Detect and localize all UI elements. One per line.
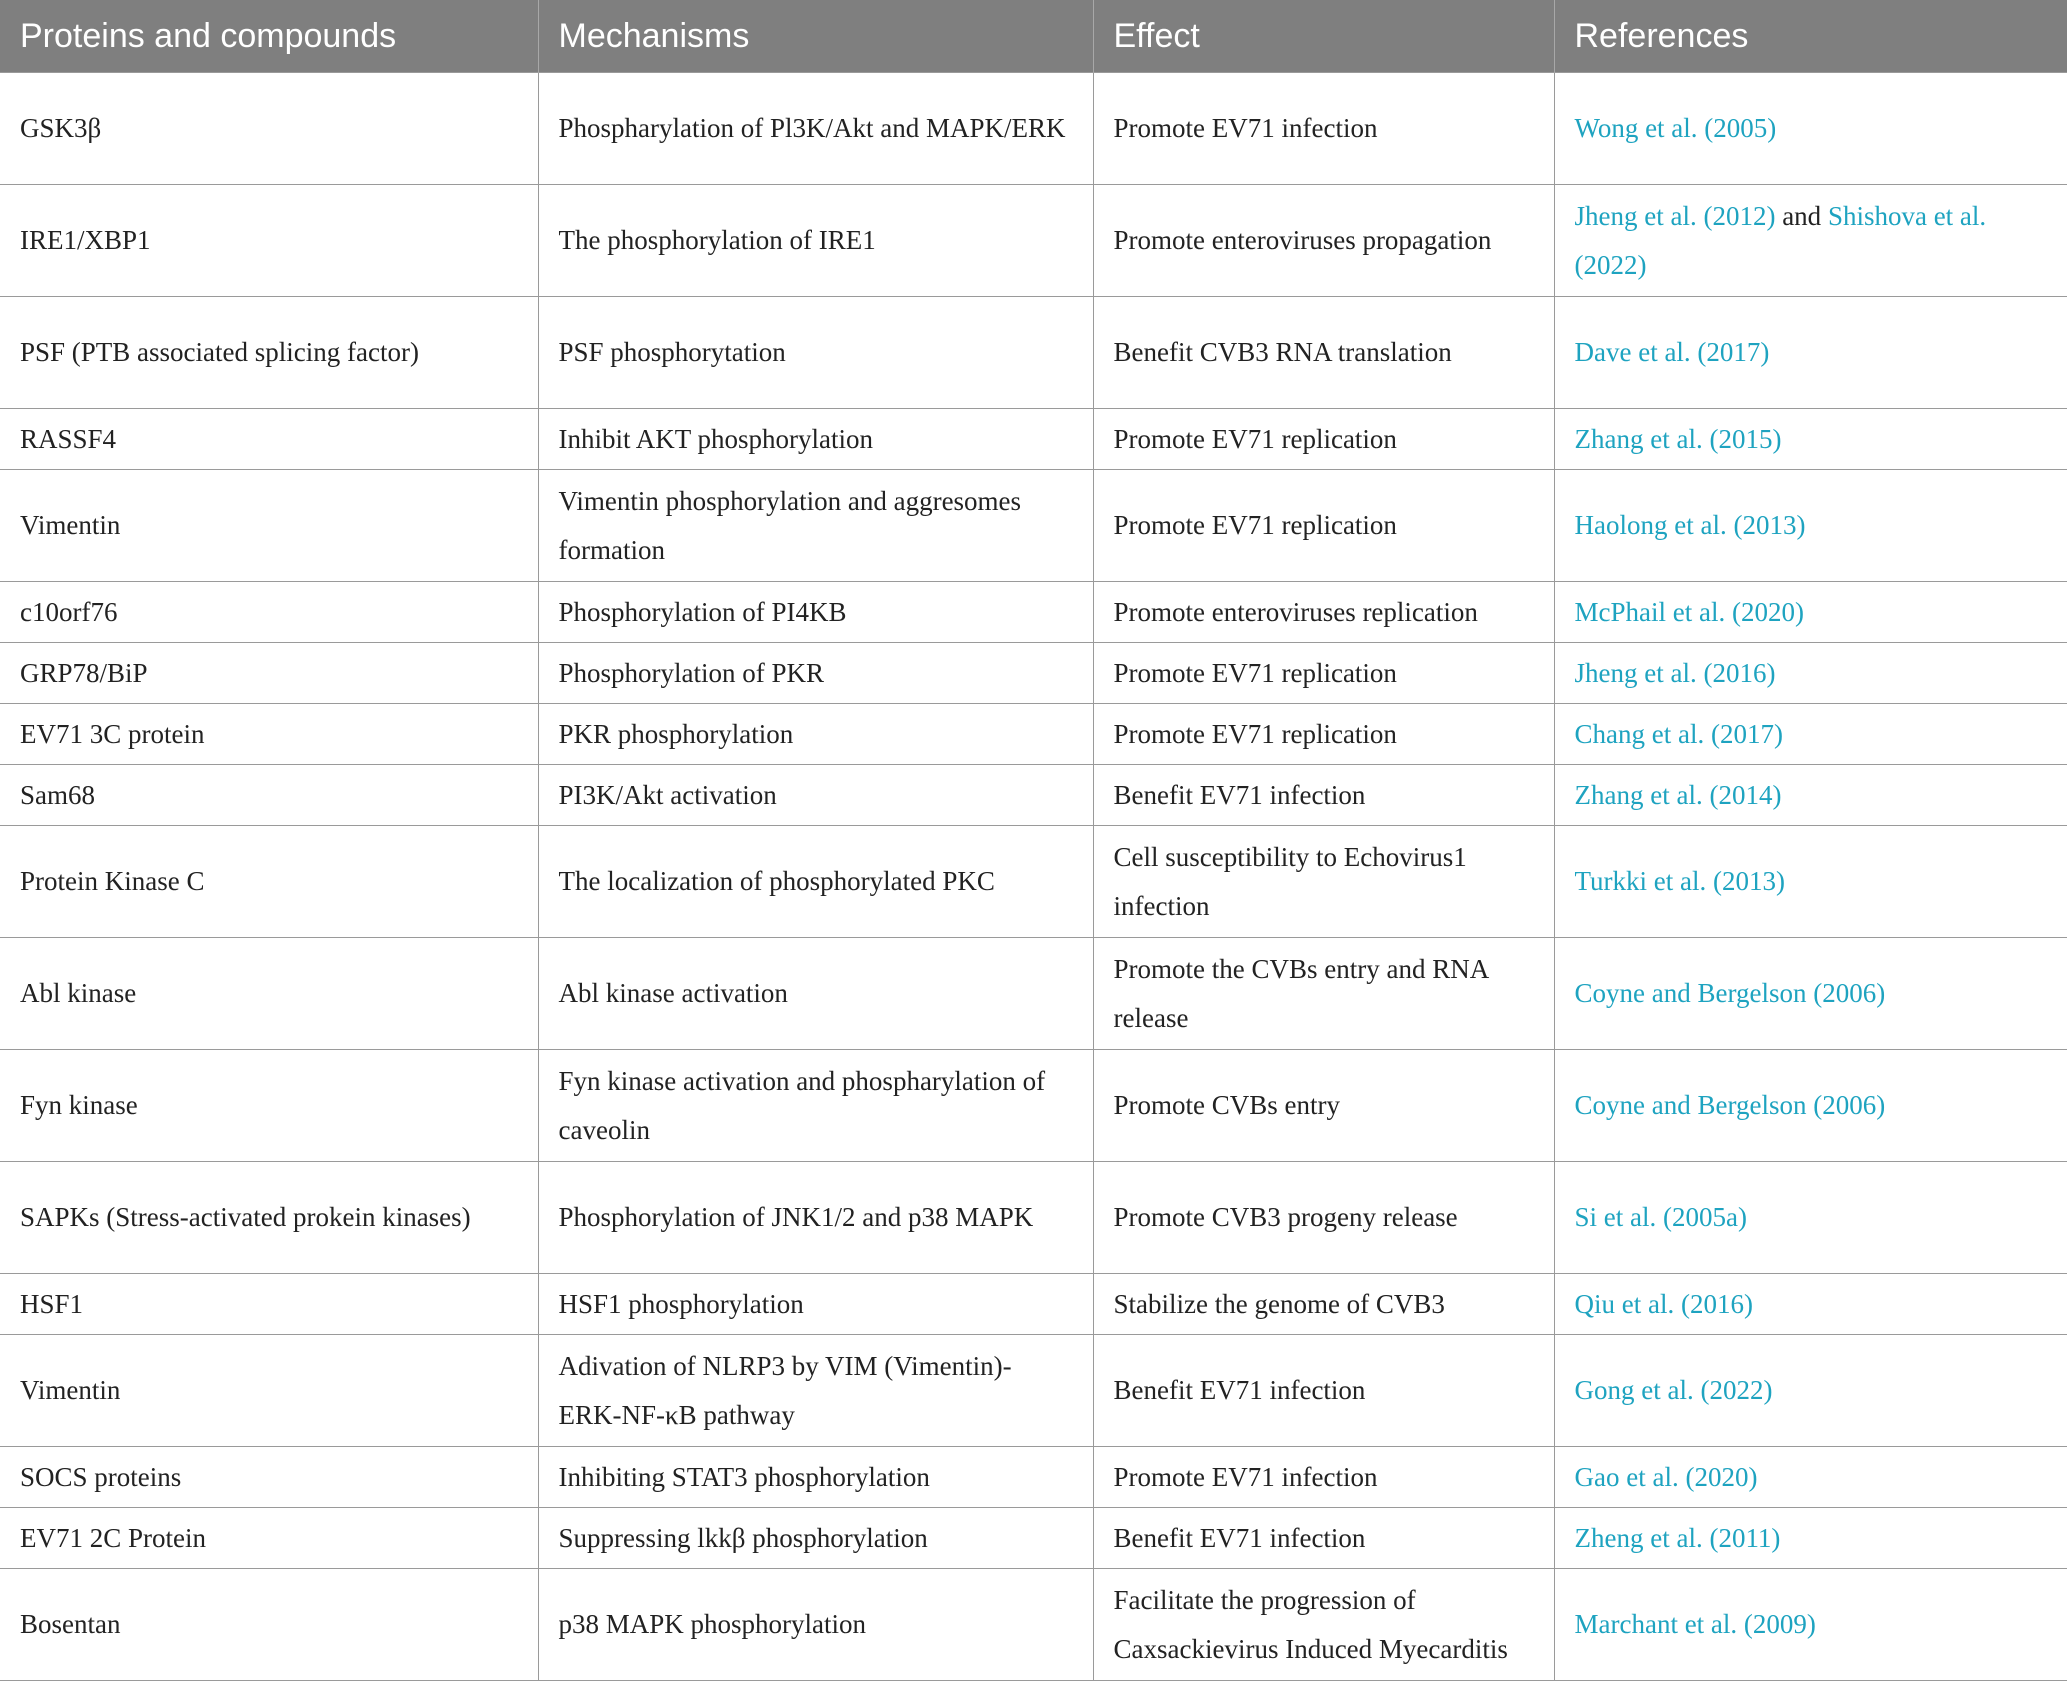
- reference-link[interactable]: Turkki et al. (2013): [1574, 866, 1785, 896]
- protein-cell: Sam68: [0, 765, 538, 826]
- reference-cell: [1554, 826, 2067, 938]
- protein-cell: Bosentan: [0, 1569, 538, 1681]
- mechanism-cell: PSF phosphorytation: [538, 297, 1093, 409]
- effect-cell: Benefit EV71 infection: [1093, 1335, 1554, 1447]
- protein-cell: SAPKs (Stress-activated prokein kinases): [0, 1162, 538, 1274]
- effect-cell: Benefit CVB3 RNA translation: [1093, 297, 1554, 409]
- table-row: [0, 765, 2067, 826]
- reference-cell: [1554, 73, 2067, 185]
- mechanism-cell: Inhibiting STAT3 phosphorylation: [538, 1447, 1093, 1508]
- mechanism-cell: HSF1 phosphorylation: [538, 1274, 1093, 1335]
- reference-cell: [1554, 1274, 2067, 1335]
- reference-conjunction: and: [1782, 200, 1822, 231]
- protein-cell: HSF1: [0, 1274, 538, 1335]
- effect-cell: Stabilize the genome of CVB3: [1093, 1274, 1554, 1335]
- effect-cell: Promote enteroviruses propagation: [1093, 185, 1554, 297]
- effect-cell: Promote CVBs entry: [1093, 1050, 1554, 1162]
- mechanism-cell: p38 MAPK phosphorylation: [538, 1569, 1093, 1681]
- protein-cell: GSK3β: [0, 73, 538, 185]
- effect-cell: Promote enteroviruses replication: [1093, 582, 1554, 643]
- protein-cell: Fyn kinase: [0, 1050, 538, 1162]
- effect-cell: Promote EV71 replication: [1093, 409, 1554, 470]
- mechanism-cell: Phospharylation of Pl3K/Akt and MAPK/ERK: [538, 73, 1093, 185]
- table-row: [0, 826, 2067, 938]
- mechanism-cell: Abl kinase activation: [538, 938, 1093, 1050]
- reference-link[interactable]: Coyne and Bergelson (2006): [1574, 1090, 1886, 1120]
- reference-cell: [1554, 1050, 2067, 1162]
- protein-cell: c10orf76: [0, 582, 538, 643]
- effect-cell: Promote EV71 infection: [1093, 73, 1554, 185]
- reference-link[interactable]: Dave et al. (2017): [1574, 337, 1770, 367]
- table-row: [0, 938, 2067, 1050]
- effect-cell: Promote the CVBs entry and RNA release: [1093, 938, 1554, 1050]
- table-row: [0, 185, 2067, 297]
- reference-link[interactable]: Haolong et al. (2013): [1574, 510, 1806, 540]
- protein-cell: IRE1/XBP1: [0, 185, 538, 297]
- reference-link[interactable]: Qiu et al. (2016): [1574, 1288, 1753, 1319]
- table-row: [0, 704, 2067, 765]
- reference-cell: [1554, 1569, 2067, 1681]
- table-row: [0, 1274, 2067, 1335]
- table-row: [0, 1162, 2067, 1274]
- protein-cell: Vimentin: [0, 470, 538, 582]
- reference-cell: [1554, 409, 2067, 470]
- protein-cell: Protein Kinase C: [0, 826, 538, 938]
- header-mechanisms: Mechanisms: [538, 0, 1093, 73]
- mechanism-cell: Fyn kinase activation and phospharylation of caveolin: [538, 1050, 1093, 1162]
- table-row: [0, 470, 2067, 582]
- effect-cell: Cell susceptibility to Echovirus1 infection: [1093, 826, 1554, 938]
- reference-link[interactable]: Zheng et al. (2011): [1574, 1522, 1781, 1553]
- reference-link[interactable]: Chang et al. (2017): [1574, 718, 1783, 749]
- reference-cell: [1554, 704, 2067, 765]
- table-row: [0, 1569, 2067, 1681]
- protein-cell: GRP78/BiP: [0, 643, 538, 704]
- reference-link[interactable]: Jheng et al. (2016): [1574, 657, 1776, 688]
- table-row: [0, 297, 2067, 409]
- protein-cell: EV71 3C protein: [0, 704, 538, 765]
- effect-cell: Promote EV71 infection: [1093, 1447, 1554, 1508]
- mechanism-cell: The localization of phosphorylated PKC: [538, 826, 1093, 938]
- mechanism-cell: Suppressing lkkβ phosphorylation: [538, 1508, 1093, 1569]
- effect-cell: Promote EV71 replication: [1093, 470, 1554, 582]
- effect-cell: Promote CVB3 progeny release: [1093, 1162, 1554, 1274]
- reference-cell: [1554, 470, 2067, 582]
- effect-cell: Benefit EV71 infection: [1093, 1508, 1554, 1569]
- reference-cell: [1554, 765, 2067, 826]
- mechanism-cell: Adivation of NLRP3 by VIM (Vimentin)-ERK-NF-κB pathway: [538, 1335, 1093, 1447]
- reference-link[interactable]: Gong et al. (2022): [1574, 1375, 1773, 1405]
- reference-cell: [1554, 297, 2067, 409]
- effect-cell: Promote EV71 replication: [1093, 704, 1554, 765]
- reference-cell: [1554, 1508, 2067, 1569]
- reference-cell: [1554, 185, 2067, 297]
- reference-link[interactable]: Gao et al. (2020): [1574, 1461, 1758, 1492]
- mechanism-cell: PI3K/Akt activation: [538, 765, 1093, 826]
- effect-cell: Facilitate the progression of Caxsackievirus Induced Myecarditis: [1093, 1569, 1554, 1681]
- reference-cell: [1554, 582, 2067, 643]
- effect-cell: Benefit EV71 infection: [1093, 765, 1554, 826]
- reference-cell: [1554, 938, 2067, 1050]
- reference-link[interactable]: Shishova et al. (2022): [1574, 200, 1987, 280]
- header-effect: Effect: [1093, 0, 1554, 73]
- protein-cell: Vimentin: [0, 1335, 538, 1447]
- reference-link[interactable]: Jheng et al. (2012): [1574, 200, 1776, 231]
- table-row: [0, 1050, 2067, 1162]
- protein-cell: EV71 2C Protein: [0, 1508, 538, 1569]
- reference-link[interactable]: Zhang et al. (2015): [1574, 423, 1782, 454]
- header-proteins: Proteins and compounds: [0, 0, 538, 73]
- reference-cell: [1554, 1335, 2067, 1447]
- table-row: [0, 1447, 2067, 1508]
- mechanism-cell: PKR phosphorylation: [538, 704, 1093, 765]
- reference-link[interactable]: Coyne and Bergelson (2006): [1574, 978, 1886, 1008]
- protein-cell: RASSF4: [0, 409, 538, 470]
- mechanism-cell: The phosphorylation of IRE1: [538, 185, 1093, 297]
- mechanism-cell: Phosphorylation of PI4KB: [538, 582, 1093, 643]
- mechanism-cell: Phosphorylation of JNK1/2 and p38 MAPK: [538, 1162, 1093, 1274]
- mechanism-cell: Inhibit AKT phosphorylation: [538, 409, 1093, 470]
- mechanism-cell: Vimentin phosphorylation and aggresomes formation: [538, 470, 1093, 582]
- reference-link[interactable]: Marchant et al. (2009): [1574, 1609, 1816, 1639]
- mechanism-cell: Phosphorylation of PKR: [538, 643, 1093, 704]
- table-row: [0, 1508, 2067, 1569]
- table-row: [0, 409, 2067, 470]
- reference-cell: [1554, 1447, 2067, 1508]
- header-references: References: [1554, 0, 2067, 73]
- protein-cell: PSF (PTB associated splicing factor): [0, 297, 538, 409]
- table-row: [0, 1335, 2067, 1447]
- table-row: [0, 582, 2067, 643]
- protein-cell: Abl kinase: [0, 938, 538, 1050]
- reference-link[interactable]: McPhail et al. (2020): [1574, 596, 1804, 627]
- header-row: [0, 0, 2067, 73]
- reference-cell: [1554, 1162, 2067, 1274]
- protein-cell: SOCS proteins: [0, 1447, 538, 1508]
- reference-link[interactable]: Wong et al. (2005): [1574, 113, 1777, 143]
- table-row: [0, 73, 2067, 185]
- reference-link[interactable]: Zhang et al. (2014): [1574, 779, 1782, 810]
- reference-link[interactable]: Si et al. (2005a): [1574, 1202, 1747, 1232]
- effect-cell: Promote EV71 replication: [1093, 643, 1554, 704]
- table-row: [0, 643, 2067, 704]
- reference-cell: [1554, 643, 2067, 704]
